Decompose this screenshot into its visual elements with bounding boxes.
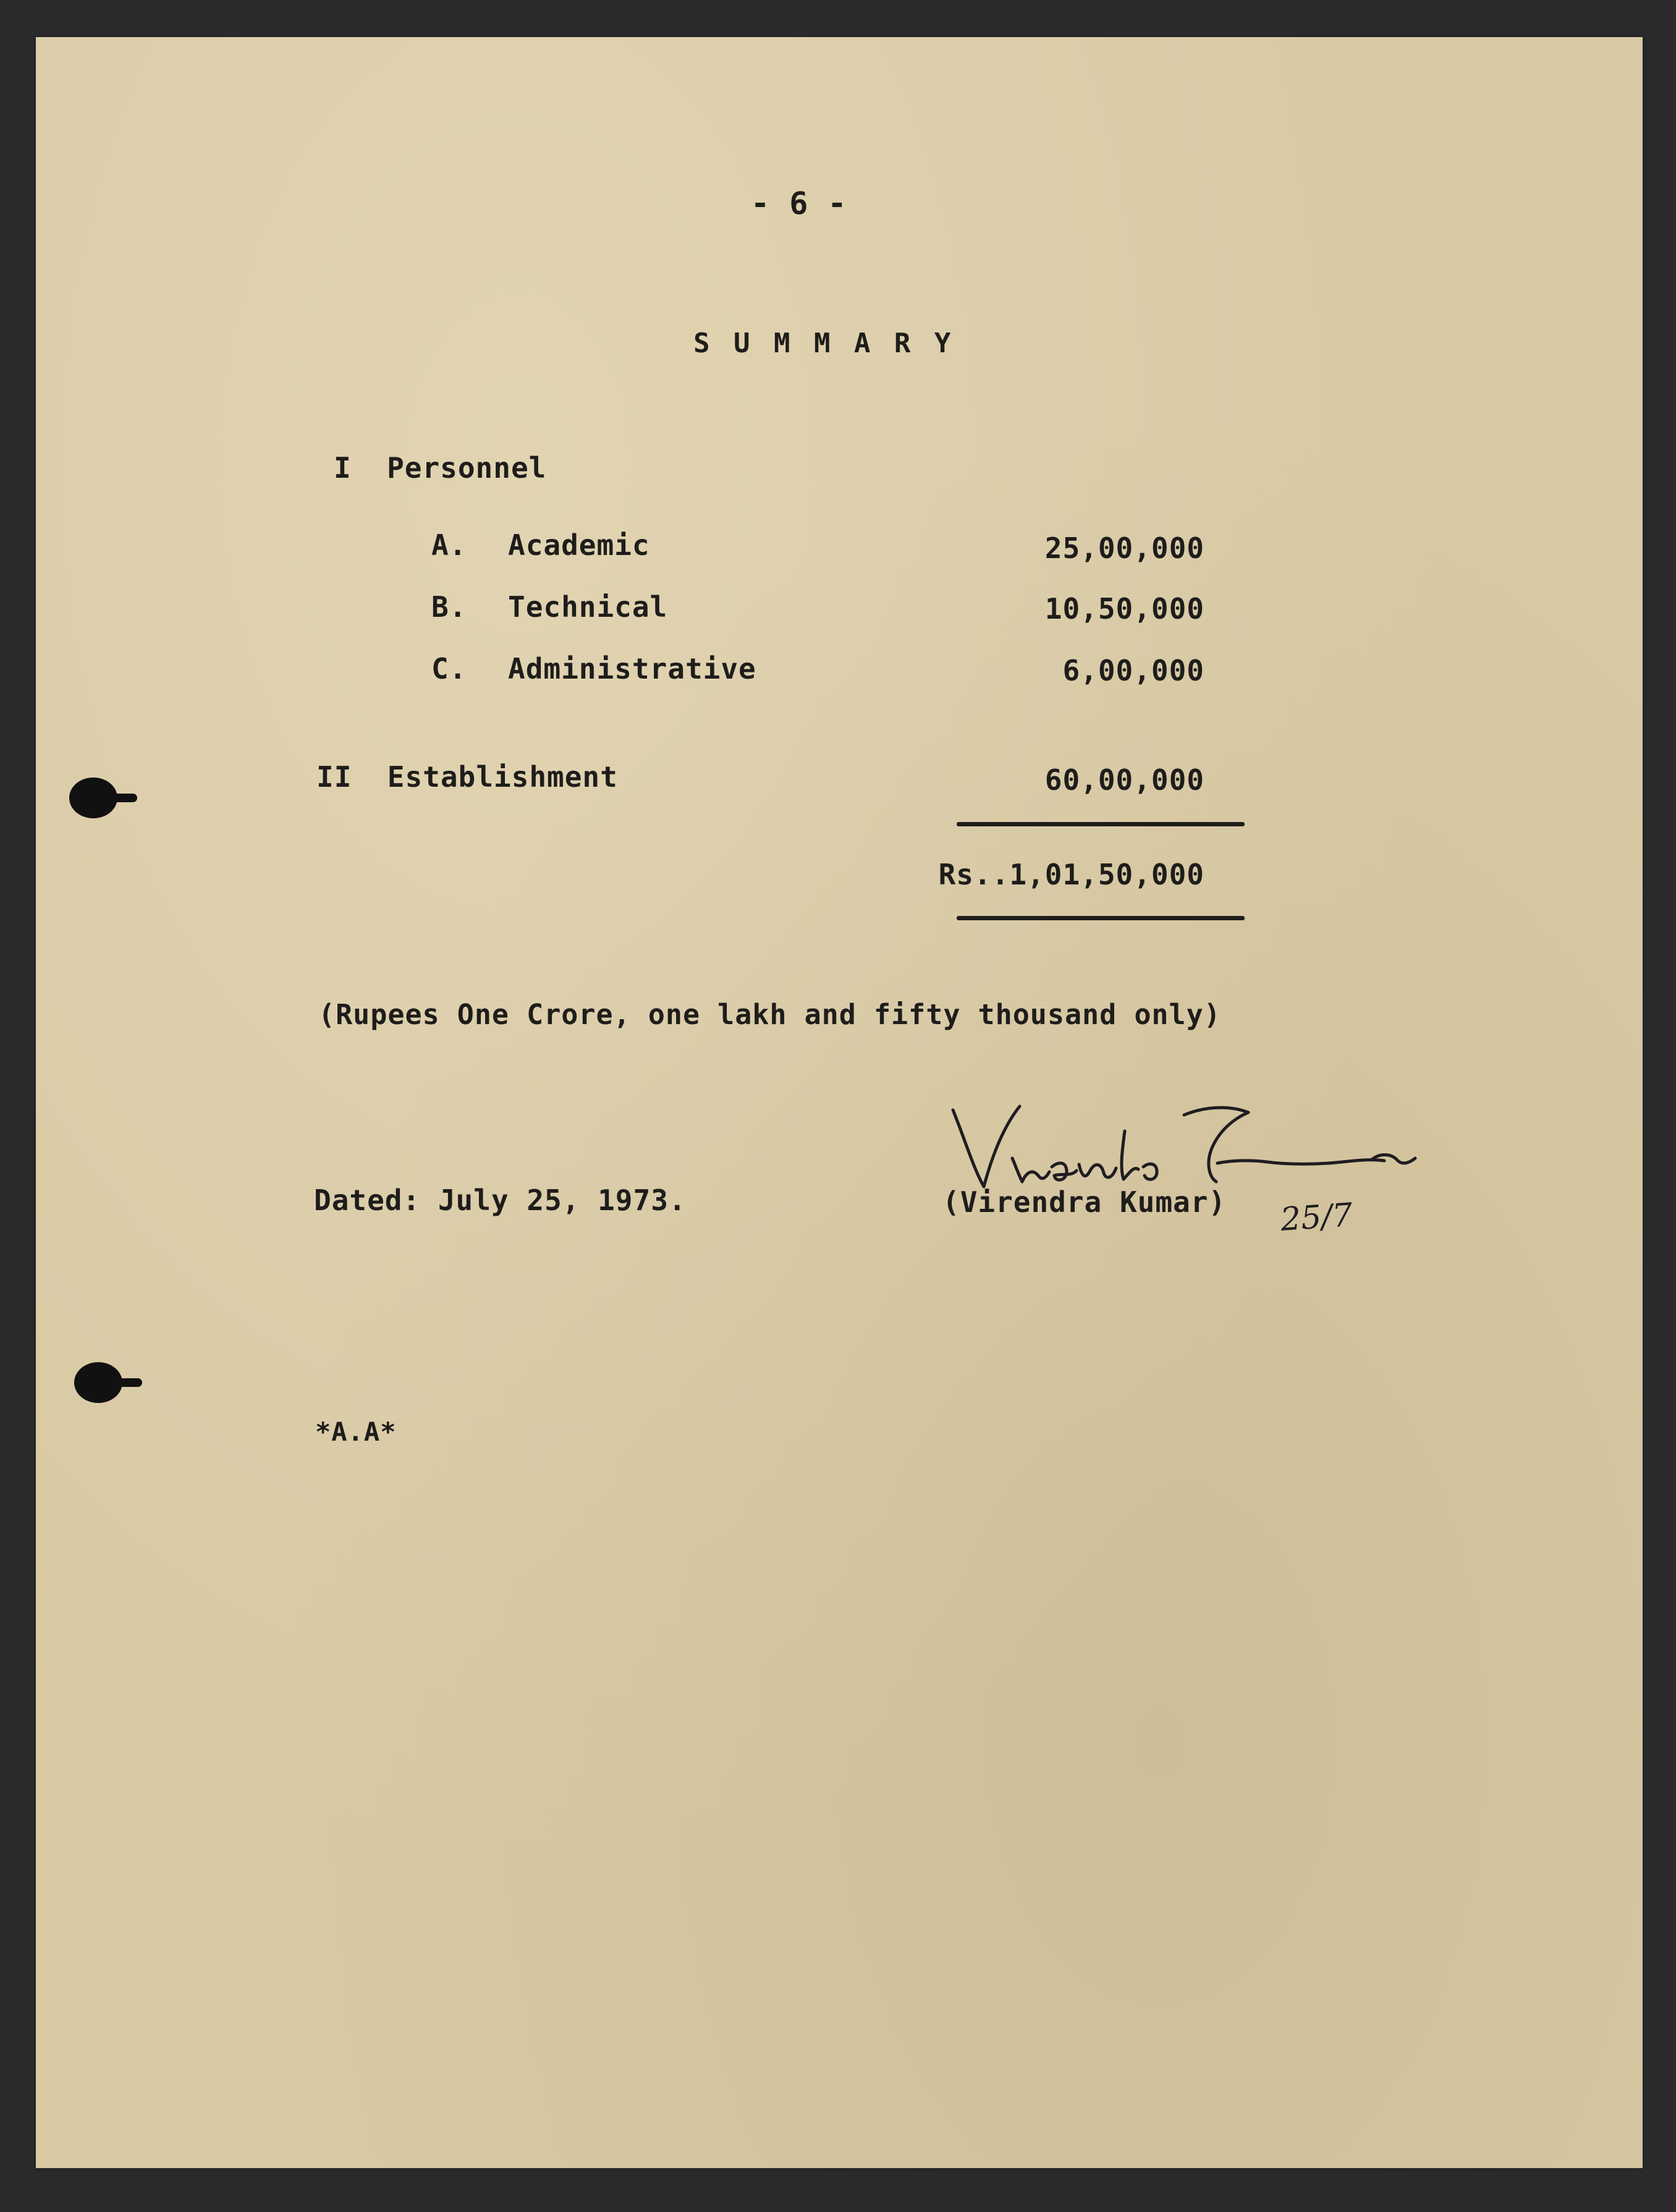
section-label-establishment: II Establishment [316,760,618,794]
punch-hole-bottom [74,1362,122,1403]
subtotal-rule [957,822,1245,826]
document-title: S U M M A R Y [693,328,955,359]
item-name-academic: Academic [508,528,650,562]
typist-initials: *A.A* [315,1417,397,1447]
item-name-administrative: Administrative [508,652,756,685]
signatory-name: (Virendra Kumar) [942,1185,1227,1219]
item-letter-academic: A. [431,528,467,562]
dated-line: Dated: July 25, 1973. [314,1184,687,1217]
item-letter-administrative: C. [431,652,467,685]
amount-in-words: (Rupees One Crore, one lakh and fifty thousand only) [318,998,1221,1031]
section-label-personnel: I Personnel [334,451,547,485]
section-amount-establishment: 60,00,000 [1044,763,1204,797]
item-amount-administrative: 6,00,000 [1062,654,1204,687]
total-rule [957,916,1245,920]
item-letter-technical: B. [431,590,467,624]
item-amount-technical: 10,50,000 [1044,592,1204,625]
grand-total: Rs..1,01,50,000 [938,858,1204,891]
item-name-technical: Technical [508,590,668,624]
punch-hole-top [69,778,117,818]
item-amount-academic: 25,00,000 [1044,532,1204,565]
handwritten-date: 25/7 [1279,1197,1354,1239]
page-number: - 6 - [751,185,847,221]
